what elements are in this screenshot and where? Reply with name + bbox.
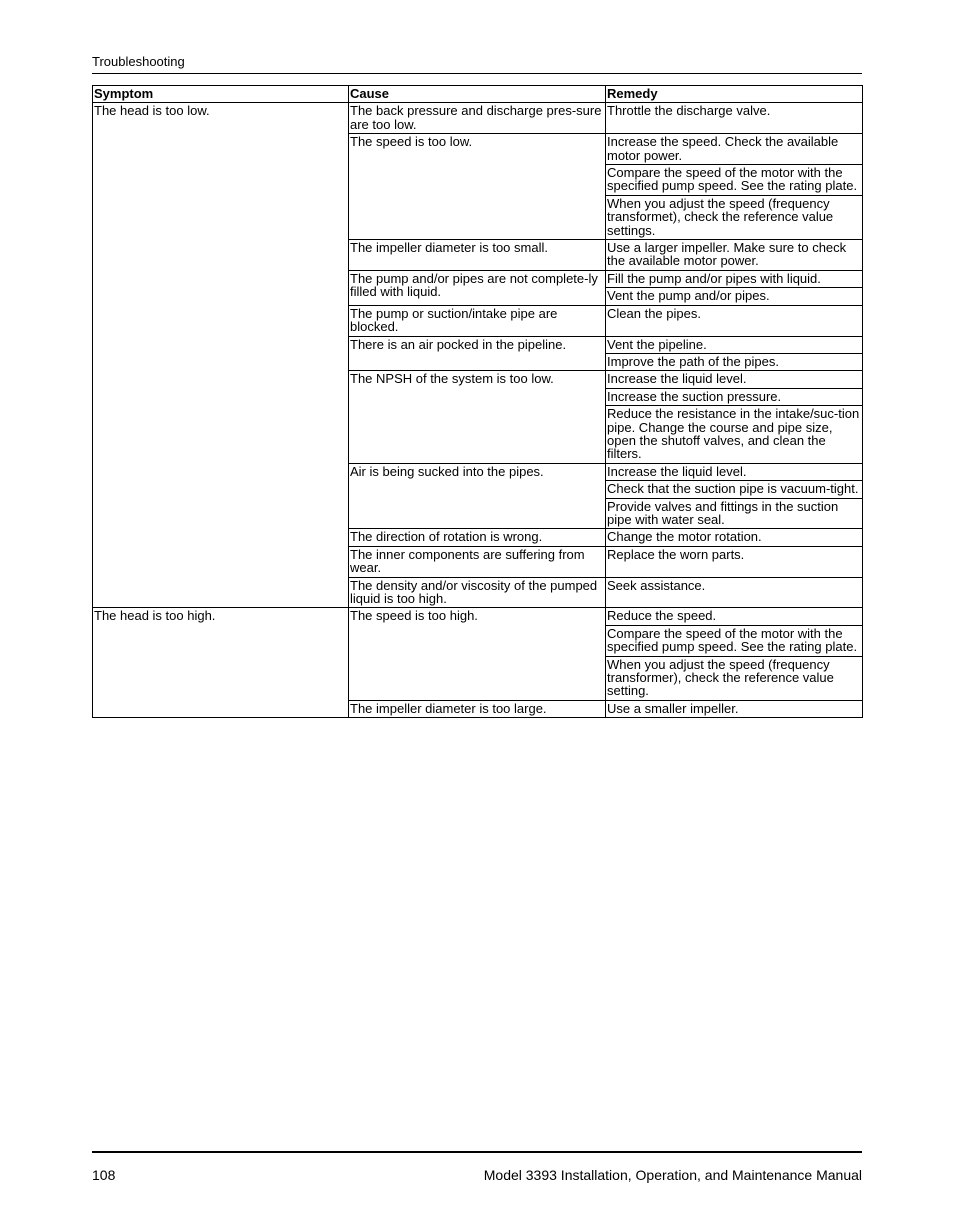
troubleshooting-table [92, 85, 863, 718]
remedy-cell: Compare the speed of the motor with the specified pump speed. See the rating plate. [606, 625, 863, 656]
remedy-cell: Clean the pipes. [606, 305, 863, 336]
symptom-cell: The head is too low. [93, 103, 349, 608]
remedy-cell: Throttle the discharge valve. [606, 103, 863, 134]
cause-cell: Air is being sucked into the pipes. [349, 463, 606, 529]
cause-cell: The speed is too high. [349, 608, 606, 700]
cause-cell: The impeller diameter is too large. [349, 700, 606, 717]
remedy-cell: Increase the speed. Check the available motor power. [606, 134, 863, 165]
remedy-cell: Use a smaller impeller. [606, 700, 863, 717]
cause-cell: The speed is too low. [349, 134, 606, 240]
remedy-cell: When you adjust the speed (frequency transformer), check the reference value setting. [606, 656, 863, 700]
cause-cell: The pump and/or pipes are not complete-ly filled with liquid. [349, 270, 606, 305]
column-header-remedy: Remedy [606, 86, 863, 103]
remedy-cell: Fill the pump and/or pipes with liquid. [606, 270, 863, 287]
table-row [93, 608, 863, 625]
remedy-cell: Vent the pump and/or pipes. [606, 288, 863, 305]
header-rule [92, 73, 862, 74]
cause-cell: The direction of rotation is wrong. [349, 529, 606, 546]
table-body [93, 103, 863, 718]
remedy-cell: Improve the path of the pipes. [606, 353, 863, 370]
remedy-cell: Change the motor rotation. [606, 529, 863, 546]
cause-cell: The impeller diameter is too small. [349, 240, 606, 271]
table-row [93, 103, 863, 134]
column-header-cause: Cause [349, 86, 606, 103]
page-number: 108 [92, 1167, 116, 1183]
footer-rule [92, 1151, 862, 1153]
remedy-cell: Replace the worn parts. [606, 546, 863, 577]
remedy-cell: Reduce the speed. [606, 608, 863, 625]
remedy-cell: Use a larger impeller. Make sure to check the available motor power. [606, 240, 863, 271]
remedy-cell: Check that the suction pipe is vacuum-tight. [606, 481, 863, 498]
cause-cell: The NPSH of the system is too low. [349, 371, 606, 463]
remedy-cell: When you adjust the speed (frequency transformet), check the reference value settings. [606, 195, 863, 239]
table-header-row [93, 86, 863, 103]
remedy-cell: Increase the liquid level. [606, 371, 863, 388]
symptom-cell: The head is too high. [93, 608, 349, 718]
cause-cell: The inner components are suffering from wear. [349, 546, 606, 577]
cause-cell: The density and/or viscosity of the pumped liquid is too high. [349, 577, 606, 608]
remedy-cell: Increase the suction pressure. [606, 388, 863, 405]
remedy-cell: Reduce the resistance in the intake/suc-tion pipe. Change the course and pipe size, open the shutoff valves, and clean the filters. [606, 406, 863, 464]
remedy-cell: Compare the speed of the motor with the specified pump speed. See the rating plate. [606, 165, 863, 196]
document-title: Model 3393 Installation, Operation, and Maintenance Manual [483, 1167, 862, 1183]
remedy-cell: Seek assistance. [606, 577, 863, 608]
cause-cell: There is an air pocked in the pipeline. [349, 336, 606, 371]
column-header-symptom: Symptom [93, 86, 349, 103]
cause-cell: The pump or suction/intake pipe are blocked. [349, 305, 606, 336]
remedy-cell: Vent the pipeline. [606, 336, 863, 353]
remedy-cell: Provide valves and fittings in the suction pipe with water seal. [606, 498, 863, 529]
cause-cell: The back pressure and discharge pres-sure are too low. [349, 103, 606, 134]
remedy-cell: Increase the liquid level. [606, 463, 863, 480]
running-header: Troubleshooting [92, 54, 185, 69]
